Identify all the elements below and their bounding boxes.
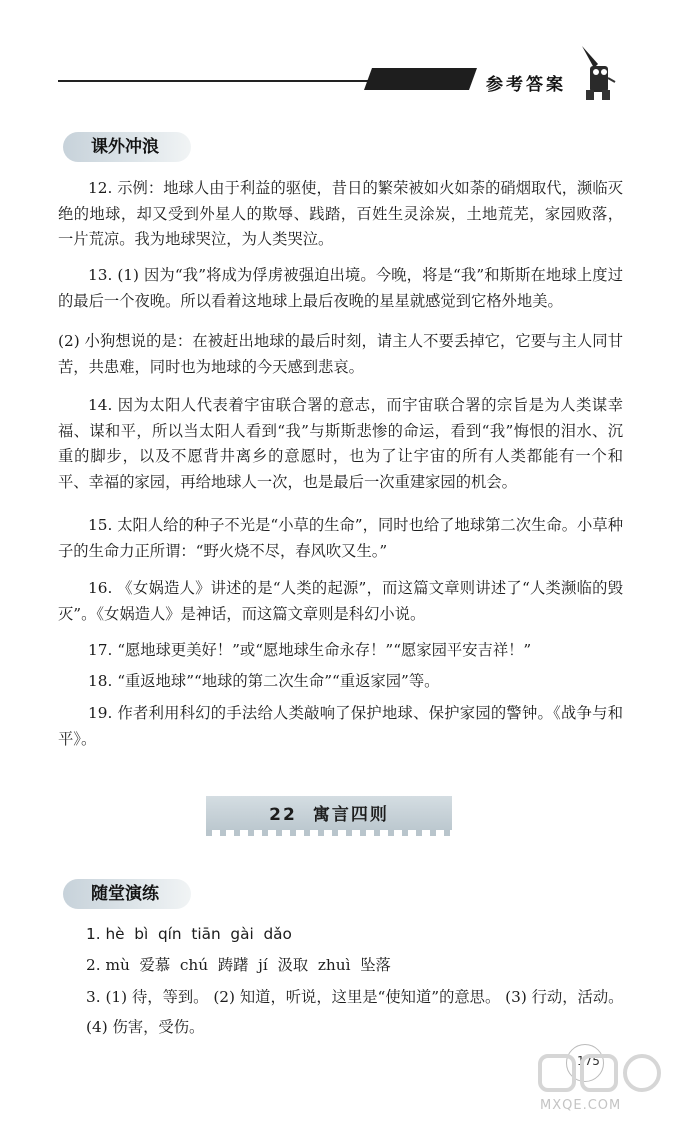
- practice-answer-4: (4) 伤害，受伤。: [86, 1018, 205, 1036]
- answer-19: 19. 作者利用科幻的手法给人类敲响了保护地球、保护家园的警钟。《战争与和平》。: [58, 704, 623, 748]
- lesson-title: [206, 800, 452, 825]
- practice-answer-3: 3. (1) 待，等到。 (2) 知道，听说，这里是“使知道”的意思。 (3) 行动，活动。: [86, 988, 624, 1006]
- answer-17: 17. “愿地球更美好！”或“愿地球生命永存！”“愿家园平安吉祥！”: [88, 641, 532, 659]
- lesson-name: 寓言四则: [312, 805, 389, 825]
- answer-15: 15. 太阳人给的种子不光是“小草的生命”，同时也给了地球第二次生命。小草种子的生命力正所谓：“野火烧不尽，春风吹又生。”: [58, 516, 623, 560]
- lesson-number: 22: [269, 805, 297, 825]
- header-band: [364, 68, 477, 90]
- practice-answer-2: 2. mù 爱慕 chú 踌躇 jí 汲取 zhuì 坠落: [86, 956, 391, 974]
- answer-13-1: 13. (1) 因为“我”将成为俘虏被强迫出境。今晚，将是“我”和斯斯在地球上度过的最后一个夜晚。所以看着这地球上最后夜晚的星星就感觉到它格外地美。: [58, 266, 623, 310]
- answer-13-2: (2) 小狗想说的是：在被赶出地球的最后时刻，请主人不要丢掉它，它要与主人同甘苦，共患难，同时也为地球的今天感到悲哀。: [58, 332, 623, 376]
- page-number: 175: [577, 1054, 600, 1068]
- answer-12: 12. 示例：地球人由于利益的驱使，昔日的繁荣被如火如荼的硝烟取代，濒临灭绝的地球，却又受到外星人的欺辱、践踏，百姓生灵涂炭，土地荒芜，家园败落，一片荒凉。我为地球哭泣，为人类哭泣。: [58, 179, 623, 248]
- answer-16: 16. 《女娲造人》讲述的是“人类的起源”，而这篇文章则讲述了“人类濒临的毁灭”。《女娲造人》是神话，而这篇文章则是科幻小说。: [58, 579, 623, 623]
- pencil-mascot-icon: [576, 42, 616, 104]
- answer-18: 18. “重返地球”“地球的第二次生命”“重返家园”等。: [88, 672, 440, 690]
- section-tag-practice: 随堂演练: [63, 879, 191, 909]
- practice-answer-1: 1. hè bì qín tiān gài dǎo: [86, 925, 292, 943]
- section-tag-extra: 课外冲浪: [63, 132, 191, 162]
- watermark-text: MXQE.COM: [540, 1098, 622, 1113]
- answer-14: 14. 因为太阳人代表着宇宙联合署的意志，而宇宙联合署的宗旨是为人类谋幸福、谋和平，所以当太阳人看到“我”与斯斯悲惨的命运，看到“我”悔恨的泪水、沉重的脚步，以及不愿背井离乡的意愿时，也为了让宇宙的所有人类都能有一个和平、幸福的家园，再给地球人一次，也是最后一次重建家园的机会。: [58, 396, 623, 491]
- header-rule: [58, 80, 378, 82]
- header-title: 参考答案: [486, 75, 566, 95]
